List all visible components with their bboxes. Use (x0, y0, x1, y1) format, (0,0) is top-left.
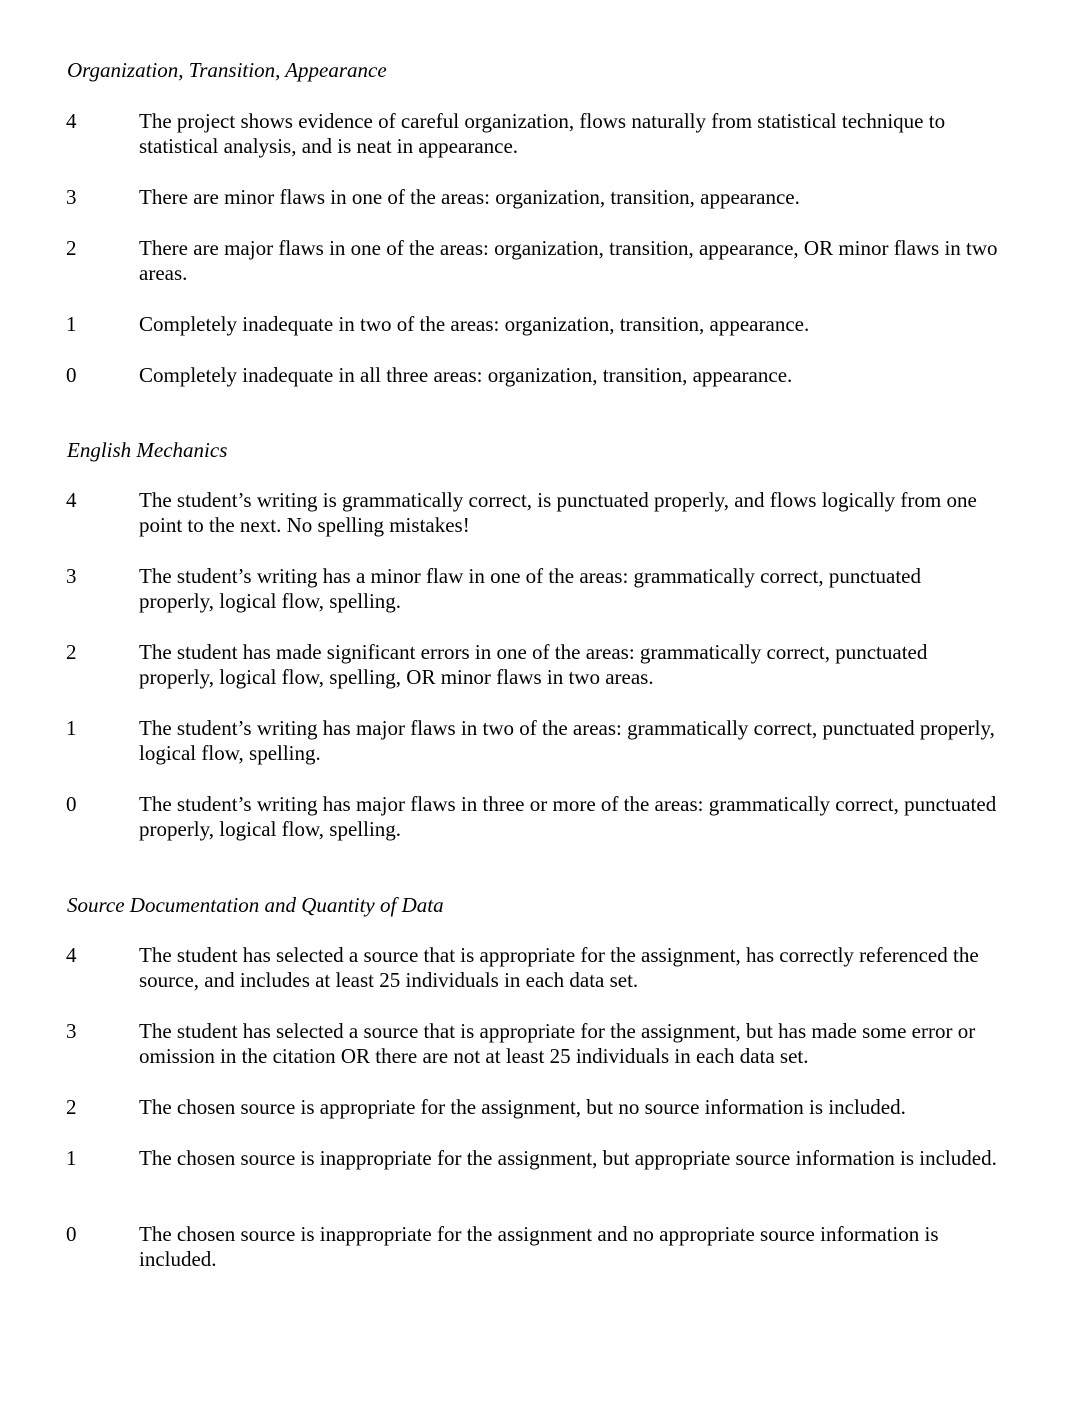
criterion-text: The student has selected a source that is appropriate for the assignment, has correctly referenced the source, and includes at least 25 individuals in each data set. (139, 943, 979, 992)
section-title: English Mechanics (67, 438, 228, 462)
criterion-text: The student’s writing is grammatically correct, is punctuated properly, and flows logically from one point to the next. No spelling mistakes! (139, 488, 977, 537)
score-value: 1 (66, 1146, 77, 1170)
score-value: 0 (66, 363, 77, 387)
criterion-text: Completely inadequate in all three areas: organization, transition, appearance. (139, 363, 793, 387)
criterion-text: Completely inadequate in two of the areas: organization, transition, appearance. (139, 312, 810, 336)
criterion-text: There are major flaws in one of the areas: organization, transition, appearance, OR minor flaws in two areas. (139, 236, 998, 285)
score-value: 2 (66, 236, 77, 260)
criterion-text: The student has selected a source that is appropriate for the assignment, but has made some error or omission in the citation OR there are not at least 25 individuals in each data set. (139, 1019, 976, 1068)
score-value: 1 (66, 716, 77, 740)
score-value: 3 (66, 564, 77, 588)
criterion-text: There are minor flaws in one of the areas: organization, transition, appearance. (139, 185, 800, 209)
criterion-text: The project shows evidence of careful organization, flows naturally from statistical technique to statistical analysis, and is neat in appearance. (139, 109, 946, 158)
criterion-text: The chosen source is appropriate for the assignment, but no source information is included. (139, 1095, 906, 1119)
score-value: 1 (66, 312, 77, 336)
score-value: 0 (66, 1222, 77, 1246)
score-value: 3 (66, 185, 77, 209)
criterion-text: The chosen source is inappropriate for the assignment and no appropriate source information is included. (139, 1222, 939, 1271)
score-value: 3 (66, 1019, 77, 1043)
criterion-text: The student’s writing has a minor flaw in one of the areas: grammatically correct, punctuated properly, logical flow, spelling. (139, 564, 921, 613)
criterion-text: The student has made significant errors in one of the areas: grammatically correct, punctuated properly, logical flow, spelling, OR minor flaws in two areas. (139, 640, 928, 689)
criterion-text: The student’s writing has major flaws in three or more of the areas: grammatically correct, punctuated properly, logical flow, spelling. (139, 792, 997, 841)
score-value: 2 (66, 1095, 77, 1119)
score-value: 4 (66, 109, 77, 133)
score-value: 4 (66, 943, 77, 967)
section-title: Organization, Transition, Appearance (67, 58, 387, 82)
section-title: Source Documentation and Quantity of Data (67, 893, 444, 917)
criterion-text: The student’s writing has major flaws in two of the areas: grammatically correct, punctuated properly, logical flow, spelling. (139, 716, 995, 765)
criterion-text: The chosen source is inappropriate for the assignment, but appropriate source information is included. (139, 1146, 997, 1170)
score-value: 0 (66, 792, 77, 816)
score-value: 2 (66, 640, 77, 664)
score-value: 4 (66, 488, 77, 512)
